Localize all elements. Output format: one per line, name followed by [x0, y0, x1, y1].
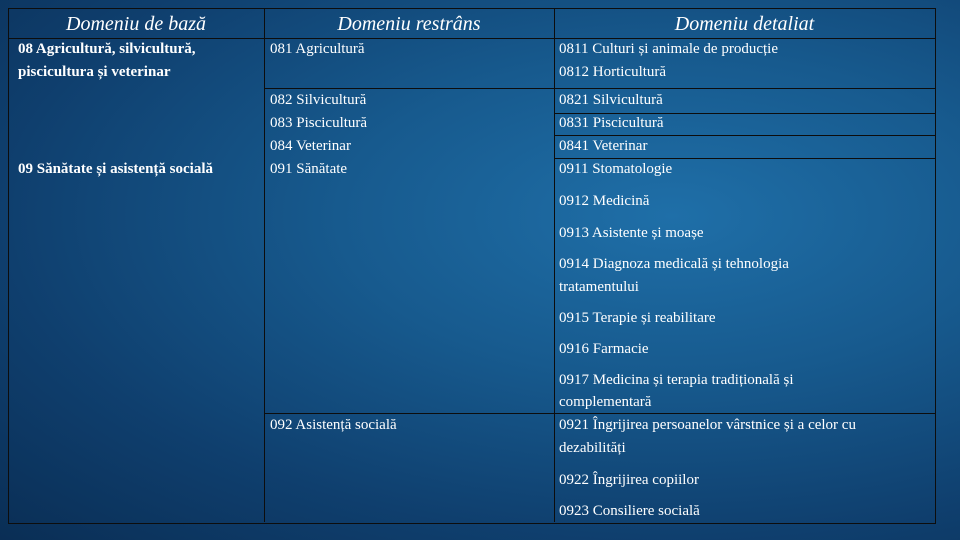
- detail-0915: 0915 Terapie și reabilitare: [559, 310, 716, 326]
- detail-0921-line1: 0921 Îngrijirea persoanelor vârstnice și a celor cu: [559, 417, 856, 433]
- detail-0921-line2: dezabilități: [559, 440, 626, 456]
- detail-0923: 0923 Consiliere socială: [559, 503, 700, 519]
- domain-08-line2: piscicultura și veterinar: [18, 64, 171, 80]
- narrow-084: 084 Veterinar: [270, 138, 351, 154]
- narrow-081: 081 Agricultură: [270, 41, 365, 57]
- header-domeniu-detaliat: Domeniu detaliat: [674, 13, 815, 35]
- detail-0821: 0821 Silvicultură: [559, 92, 663, 108]
- detail-0831: 0831 Piscicultură: [559, 115, 664, 131]
- domain-09: 09 Sănătate și asistență socială: [18, 161, 213, 177]
- header-domeniu-de-baza: Domeniu de bază: [66, 13, 206, 35]
- detail-0914-line2: tratamentului: [559, 279, 639, 295]
- detail-0917-line1: 0917 Medicina și terapia tradițională și: [559, 372, 794, 388]
- detail-0917-line2: complementară: [559, 394, 652, 410]
- detail-0912: 0912 Medicină: [559, 193, 650, 209]
- detail-0916: 0916 Farmacie: [559, 341, 649, 357]
- detail-0812: 0812 Horticultură: [559, 64, 667, 80]
- detail-0811: 0811 Culturi și animale de producție: [559, 41, 778, 57]
- detail-0913: 0913 Asistente și moașe: [559, 225, 704, 241]
- narrow-082: 082 Silvicultură: [270, 92, 367, 108]
- narrow-091: 091 Sănătate: [270, 161, 348, 177]
- table-frame: [8, 8, 936, 524]
- detail-0841: 0841 Veterinar: [559, 138, 648, 154]
- header-domeniu-restrans: Domeniu restrâns: [337, 13, 481, 35]
- detail-0911: 0911 Stomatologie: [559, 161, 673, 177]
- detail-0914-line1: 0914 Diagnoza medicală și tehnologia: [559, 256, 789, 272]
- col-divider-2: [554, 8, 555, 522]
- narrow-083: 083 Piscicultură: [270, 115, 368, 131]
- detail-0922: 0922 Îngrijirea copiilor: [559, 472, 699, 488]
- narrow-092: 092 Asistență socială: [270, 417, 397, 433]
- domain-08-line1: 08 Agricultură, silvicultură,: [18, 41, 196, 57]
- col-divider-1: [264, 8, 265, 522]
